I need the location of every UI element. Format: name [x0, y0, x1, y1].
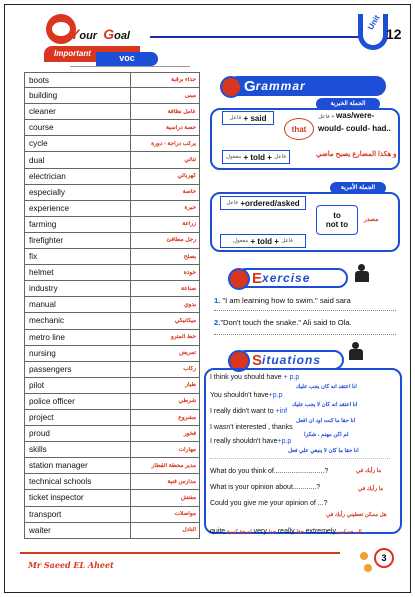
- vocab-arabic: مهارات: [178, 446, 196, 453]
- command-tag: الجملة الأمرية: [330, 182, 386, 194]
- vocab-arabic: مبنى: [184, 92, 196, 99]
- people-icon: [346, 342, 366, 362]
- vocab-english: building: [25, 88, 131, 103]
- vocab-arabic: مدارس فنية: [167, 478, 196, 485]
- situation-row-ar: انا حقا ما كنت اود ان افعل: [296, 418, 356, 424]
- vocab-arabic: خاصة: [182, 189, 196, 196]
- exercise-item-1: 1. "I am learning how to swim." said sara: [214, 296, 351, 305]
- vocab-english: course: [25, 120, 131, 135]
- vocab-row: [24, 297, 200, 313]
- vocab-arabic: فخور: [183, 430, 196, 437]
- vocab-arabic: عامل نظافة: [167, 108, 196, 115]
- grammar-banner: G rammar: [228, 76, 386, 96]
- situation-row: I think you should have + p.p: [210, 374, 300, 381]
- vocab-arabic: خبرة: [184, 205, 196, 212]
- vocab-arabic: كهربائي: [177, 173, 196, 180]
- situation-row: You shouldn't have+p.p: [210, 392, 283, 399]
- answer-line[interactable]: [214, 334, 396, 335]
- vocab-row: [24, 426, 200, 442]
- vocab-arabic: يركب دراجة - دورة: [151, 140, 196, 147]
- vocab-row: [24, 330, 200, 346]
- vocab-arabic: مواصلات: [174, 511, 196, 518]
- answer-line[interactable]: [214, 310, 396, 311]
- situation-row-ar: انا اعتقد انه كان لا يجب عليك: [292, 402, 358, 408]
- vocab-english: cleaner: [25, 104, 131, 119]
- situation-row: I really shouldn't have+p.p: [210, 438, 292, 445]
- author-signature: Mr Saeed EL Aheet: [28, 560, 114, 570]
- vocab-arabic: حذاء برقبة: [170, 77, 196, 84]
- opinion-3-ar: هل ممكن تعطيني رأيك في: [326, 512, 387, 518]
- vocab-arabic: يدوي: [184, 301, 196, 308]
- vocab-english: proud: [25, 426, 131, 441]
- exercise-circle-icon: [228, 268, 250, 290]
- vocab-english: mechanic: [25, 313, 131, 328]
- vocab-english: technical schools: [25, 474, 131, 489]
- situation-row-ar: انا اعتقد انه كان يجب عليك: [296, 384, 357, 390]
- vocab-row: [24, 378, 200, 394]
- vocab-english: skills: [25, 442, 131, 457]
- vocab-english: electrician: [25, 169, 131, 184]
- vocab-row: [24, 169, 200, 185]
- vocab-english: station manager: [25, 458, 131, 473]
- vocab-row: [24, 281, 200, 297]
- vocab-row: [24, 233, 200, 249]
- situation-row-ar: لم اكن مهتم ، شكرا: [304, 432, 349, 438]
- situation-row: I really didn't want to +inf: [210, 408, 288, 415]
- vocab-row: [24, 346, 200, 362]
- tense-shift-result: فاعل + was/were-would- could- had..: [318, 111, 391, 133]
- unit-number: 12: [386, 26, 402, 42]
- opinion-1-ar: ما رأيك في: [356, 468, 382, 474]
- vocab-english: metro line: [25, 330, 131, 345]
- vocab-row: [24, 394, 200, 410]
- vocab-english: pilot: [25, 378, 131, 393]
- vocab-row: [24, 474, 200, 490]
- vocab-arabic: ميكانيكي: [174, 317, 196, 324]
- vocab-row: [24, 201, 200, 217]
- vocab-row: [24, 249, 200, 265]
- vocab-arabic: شرطي: [178, 398, 196, 405]
- vocab-english: boots: [25, 73, 131, 87]
- vocab-row: [24, 265, 200, 281]
- opinion-2: What is your opinion about............?: [210, 484, 321, 491]
- intensifiers: quite لدرجة كبيرة very جدا really حقا extremely إلى حد كبير: [210, 528, 362, 535]
- opinion-3: Could you give me your opinion of ...?: [210, 500, 328, 507]
- vocab-english: fix: [25, 249, 131, 264]
- that-oval: that: [284, 118, 314, 140]
- vocab-arabic: مدير محطة القطار: [151, 462, 196, 469]
- vocab-row: [24, 72, 200, 88]
- voc-tag: voc: [96, 52, 158, 66]
- vocab-row: [24, 410, 200, 426]
- vocab-row: [24, 136, 200, 152]
- situation-row: I wasn't interested , thanks: [210, 424, 293, 431]
- vocab-english: dual: [25, 152, 131, 167]
- vocab-arabic: مشروع: [178, 414, 196, 421]
- vocab-row: [24, 490, 200, 506]
- vocab-english: passengers: [25, 362, 131, 377]
- vocab-english: helmet: [25, 265, 131, 280]
- vocab-arabic: رجل مطافئ: [166, 237, 196, 244]
- opinion-2-ar: ما رأيك في: [358, 486, 384, 492]
- vocab-arabic: يصلح: [183, 253, 196, 260]
- said-box: فاعل + said: [222, 111, 274, 125]
- vocab-english: ticket inspector: [25, 490, 131, 505]
- unit-badge: [358, 14, 410, 54]
- vocab-english: cycle: [25, 136, 131, 151]
- vocab-arabic: زراعة: [182, 221, 196, 228]
- header-rule: [150, 36, 360, 38]
- situation-row-ar: انا حقا ما كان لا ينبغي علي فعل: [288, 448, 359, 454]
- vocab-arabic: حصة دراسية: [165, 124, 196, 131]
- vocab-arabic: خط المترو: [170, 334, 196, 341]
- vocab-row: [24, 88, 200, 104]
- divider: [210, 458, 390, 459]
- vocab-arabic: طيار: [185, 382, 196, 389]
- situations-banner: S ituations: [236, 350, 344, 370]
- vocab-arabic: ثنائي: [184, 157, 196, 164]
- vocab-row: [24, 120, 200, 136]
- vocab-english: police officer: [25, 394, 131, 409]
- important-tag: Important: [44, 46, 140, 62]
- vocab-english: project: [25, 410, 131, 425]
- vocab-row: [24, 362, 200, 378]
- vocab-english: experience: [25, 201, 131, 216]
- exercise-item-2: 2."Don't touch the snake." Ali said to Ola.: [214, 318, 352, 327]
- vocab-row: [24, 152, 200, 168]
- vocab-row: [24, 217, 200, 233]
- vocab-row: [24, 104, 200, 120]
- grammar-circle-icon: [220, 76, 242, 98]
- exercise-banner: E xercise: [236, 268, 348, 288]
- vocab-english: transport: [25, 507, 131, 522]
- unit-label: Unit: [365, 13, 382, 32]
- vocab-english: farming: [25, 217, 131, 232]
- vocabulary-table: [24, 72, 200, 539]
- voc-underline: [70, 66, 190, 67]
- vocab-arabic: ركاب: [183, 366, 196, 373]
- vocab-english: manual: [25, 297, 131, 312]
- vocab-row: [24, 523, 200, 539]
- vocab-arabic: صناعة: [180, 285, 196, 292]
- vocab-english: waiter: [25, 523, 131, 538]
- vocab-arabic: خوذة: [183, 269, 196, 276]
- vocab-arabic: تمريض: [179, 350, 196, 357]
- ordered-box: فاعل +ordered/asked: [220, 196, 306, 210]
- told-command-box: مفعول + told + فاعل: [220, 234, 306, 248]
- vocab-arabic: النادل: [182, 527, 196, 534]
- vocab-english: firefighter: [25, 233, 131, 248]
- opinion-1: What do you think of..........................?: [210, 468, 329, 475]
- vocab-english: nursing: [25, 346, 131, 361]
- vocab-row: [24, 507, 200, 523]
- vocab-english: industry: [25, 281, 131, 296]
- page-number: 3: [374, 548, 394, 568]
- brand-title: Your Goal: [70, 26, 130, 42]
- masdar-note: مصدر: [364, 217, 379, 223]
- vocab-arabic: مفتش: [180, 494, 196, 501]
- vocab-english: especially: [25, 185, 131, 200]
- vocab-row: [24, 313, 200, 329]
- vocab-row: [24, 442, 200, 458]
- vocab-row: [24, 458, 200, 474]
- student-icon: [352, 264, 372, 284]
- leaf-icon: [360, 552, 368, 560]
- told-box: مفعول + told + فاعل: [222, 150, 290, 164]
- vocab-row: [24, 185, 200, 201]
- tense-shift-note: و هكذا المضارع يصبح ماضي: [316, 151, 397, 158]
- to-box: to not to: [316, 205, 358, 235]
- leaf-icon: [364, 564, 372, 572]
- statement-tag: الجملة الخبرية: [316, 98, 380, 110]
